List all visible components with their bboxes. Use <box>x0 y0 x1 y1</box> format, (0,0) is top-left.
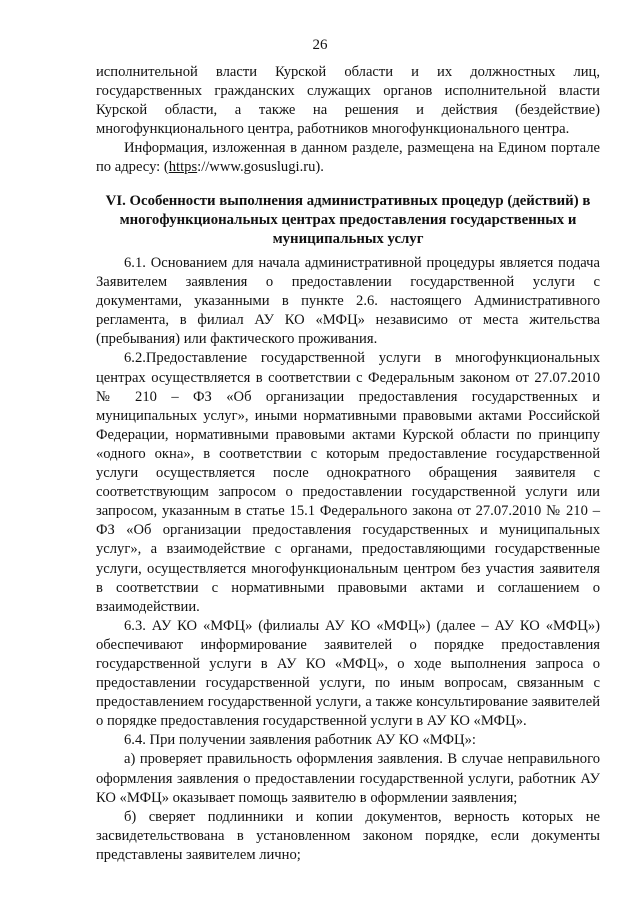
intro-block <box>96 63 600 178</box>
portal-link[interactable]: https <box>168 159 198 176</box>
paragraph-6-4: 6.4. При получении заявления работник АУ КО «МФЦ»: <box>124 732 476 749</box>
info-paragraph <box>96 139 600 177</box>
paragraph-6-4-b: б) сверяет подлинники и копии документов, верность которых не засвидетельствована в установленном законом порядке, если документы представлены заявителем лично; <box>96 808 600 863</box>
paragraph-6-1: 6.1. Основанием для начала административной процедуры является подача Заявителем заявления о предоставлении государственной услуги с документами, указанными в пункте 2.6. настоящего Административного регламента, в филиал АУ КО «МФЦ» независимо от места жительства (пребывания) или фактического проживания. <box>96 255 600 348</box>
info-text-after: ://www.gosuslugi.ru). <box>197 159 324 176</box>
info-text-before: Информация, изложенная в данном разделе, размещена на Едином портале по адресу: ( <box>96 140 600 176</box>
intro-paragraph: исполнительной власти Курской области и их должностных лиц, государственных гражданских служащих органов исполнительной власти Курской области, а также на решения и действия (бездействие) многофункционального центра, работников многофункционального центра. <box>96 64 600 138</box>
paragraph-6-4-a: а) проверяет правильность оформления заявления. В случае неправильного оформления заявления о предоставлении государственной услуги, работник АУ КО «МФЦ» оказывает помощь заявителю в оформлении заявления; <box>96 751 600 806</box>
paragraph-6-3: 6.3. АУ КО «МФЦ» (филиалы АУ КО «МФЦ») (далее – АУ КО «МФЦ») обеспечивают информирование заявителей о порядке предоставления государственной услуги в АУ КО «МФЦ», о ходе выполнения запроса о предоставлении государственной услуги, по иным вопросам, связанным с предоставлением государственной услуги, а также консультирование заявителей о порядке предоставления государственной услуги в АУ КО «МФЦ». <box>96 617 600 730</box>
page-number: 26 <box>312 37 328 53</box>
section-heading: VI. Особенности выполнения административных процедур (действий) в многофункциональных центрах предоставления государственных и муниципальных услуг <box>105 193 591 248</box>
paragraph-6-2: 6.2.Предоставление государственной услуги в многофункциональных центрах осуществляется в соответствии с Федеральным законом от 27.07.2010 № 210 – ФЗ «Об организации предоставления государственных и муниципальных услуг», иными нормативными правовыми актами Российской Федерации, нормативными правовыми актами Курской области по принципу «одного окна», в соответствии с которым предоставление государственной услуги осуществляется после однократного обращения заявителя с соответствующим запросом о предоставлении государственной услуги или запросом, указанным в статье 15.1 Федерального закона от 27.07.2010 № 210 – ФЗ «Об организации предоставления государственных и муниципальных услуг», а взаимодействие с органами, предоставляющими государственные услуги, осуществляется многофункциональным центром без участия заявителя в соответствии с нормативными правовыми актами и соглашением о взаимодействии. <box>96 350 600 615</box>
section-body <box>96 254 600 865</box>
